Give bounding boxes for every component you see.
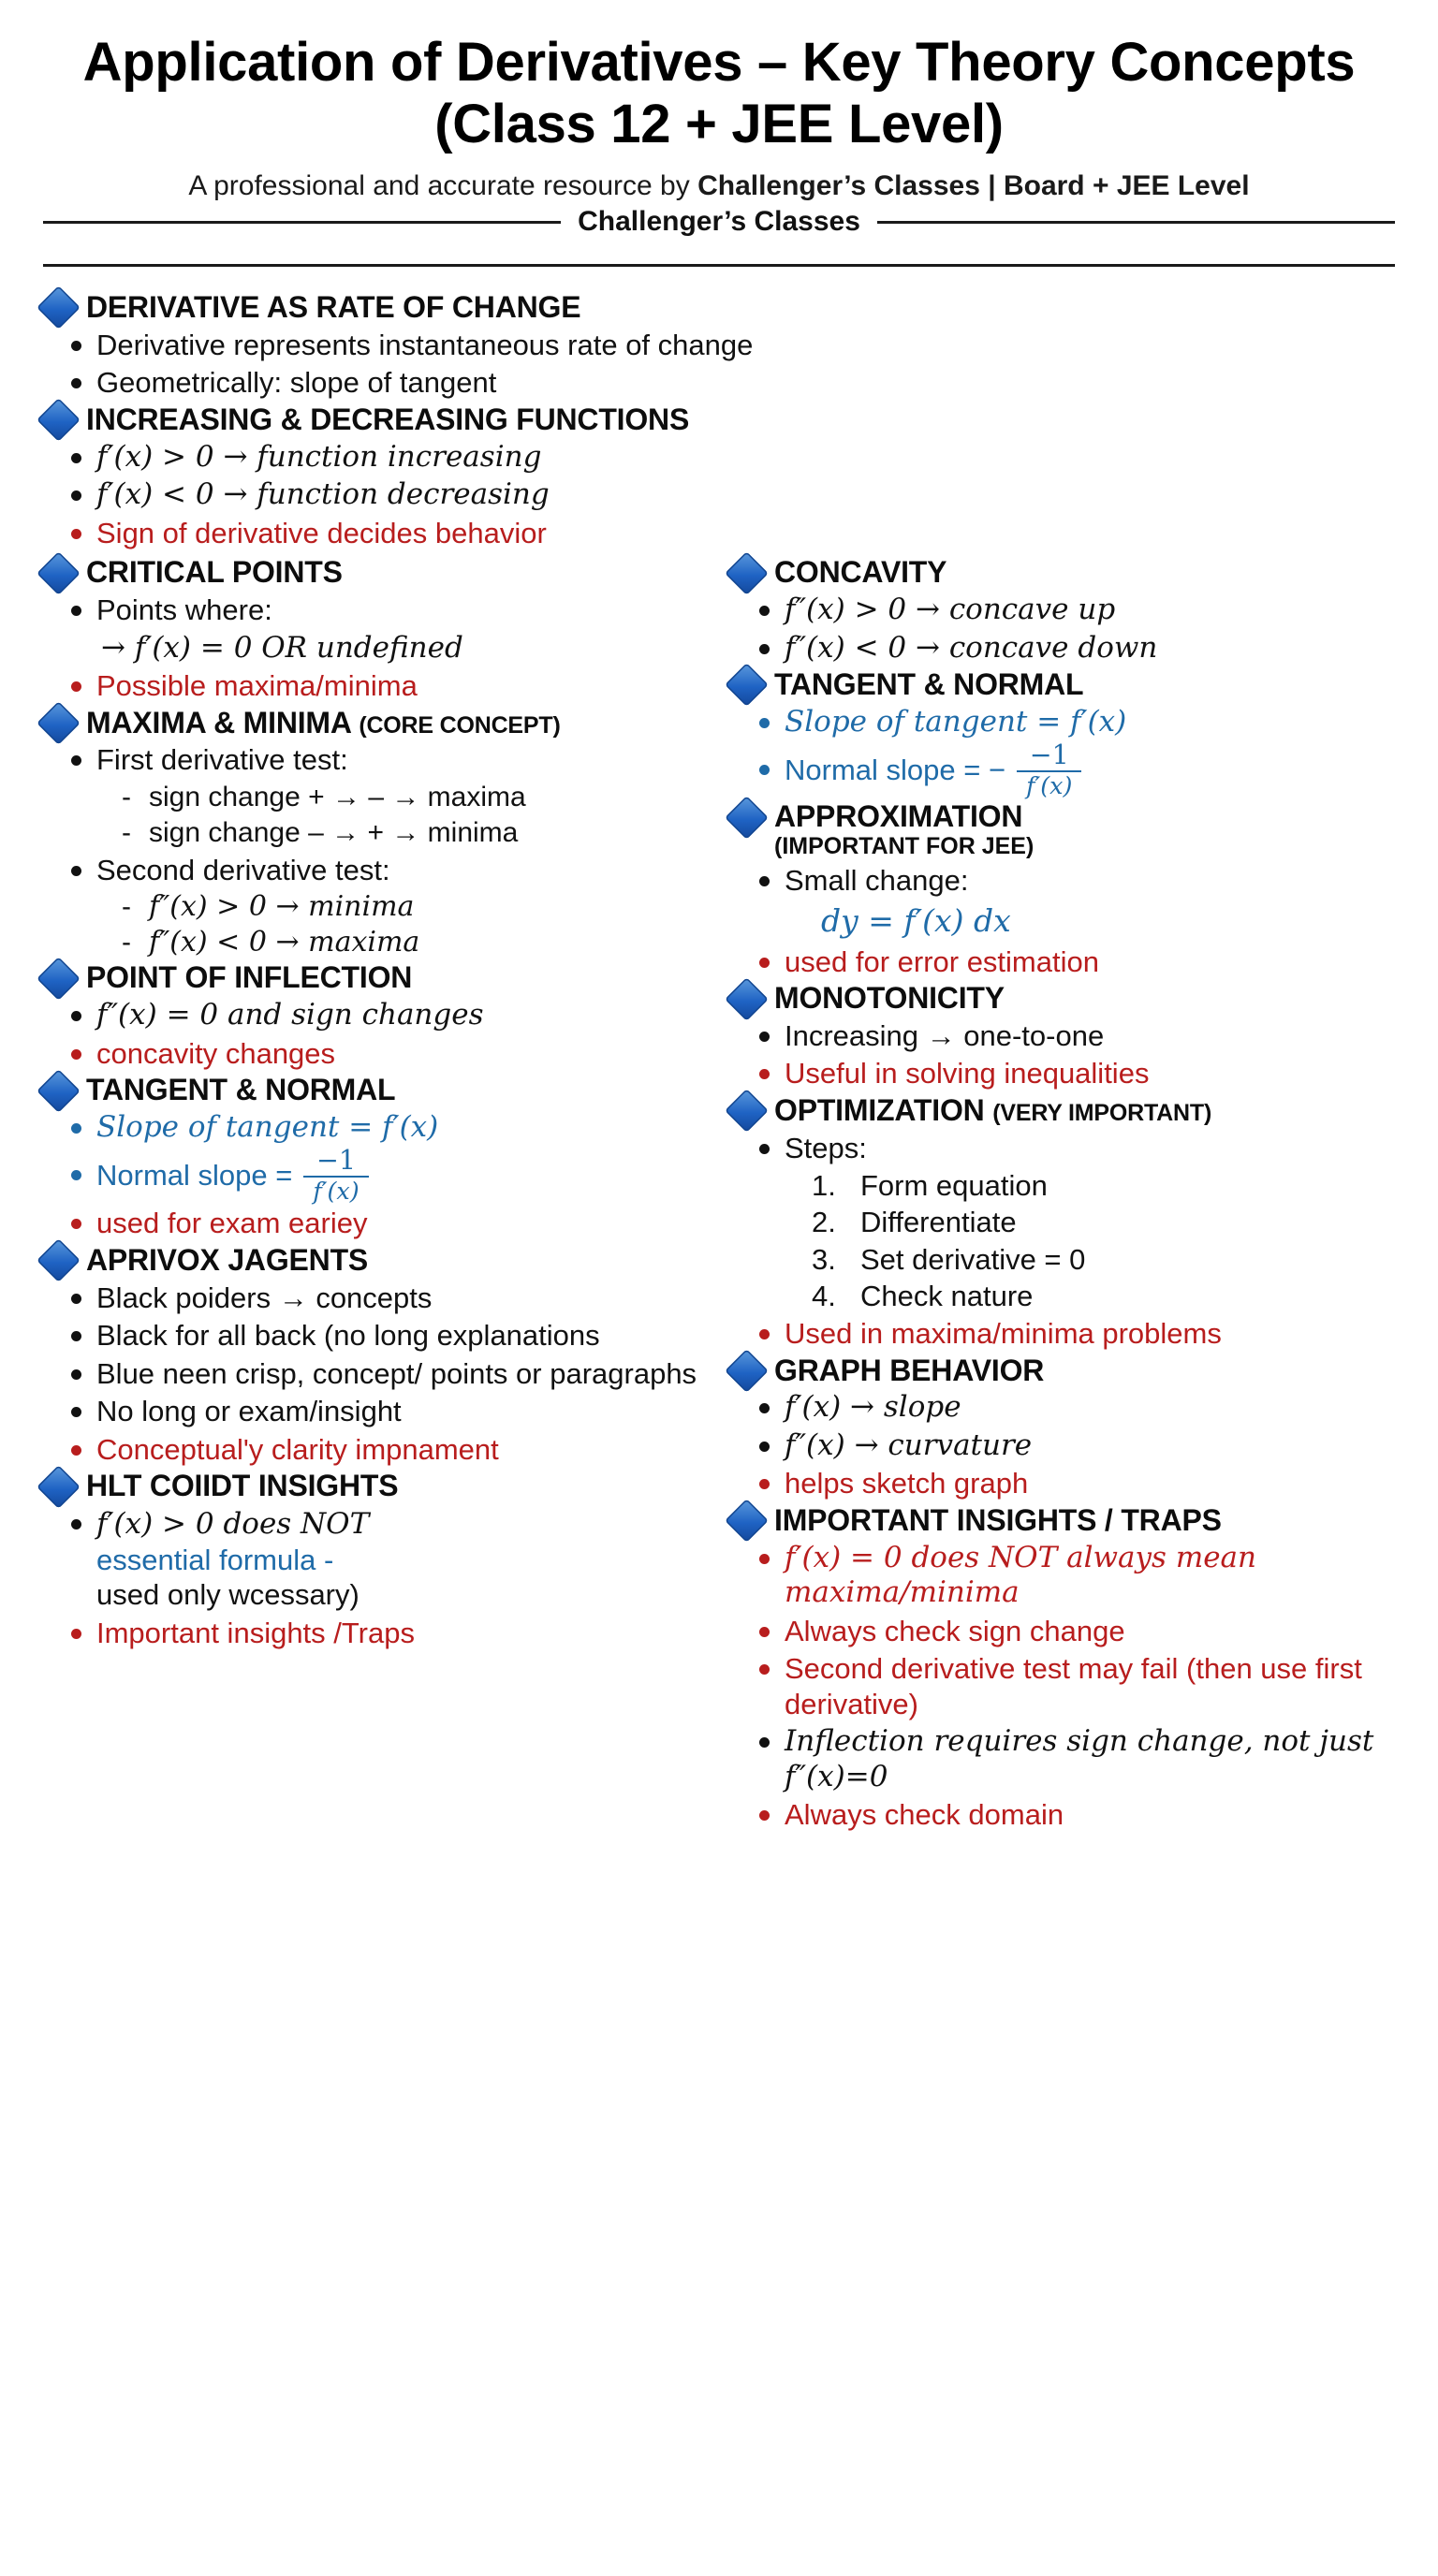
page-title-line2: (Class 12 + JEE Level) <box>434 94 1004 155</box>
dash-icon: - <box>122 781 131 812</box>
list-item-label: Conceptual'y clarity impnament <box>96 1432 499 1466</box>
list-item-label: Useful in solving inequalities <box>785 1057 1150 1090</box>
list-item <box>759 739 1395 799</box>
section-title: APRIVOX JAGENTS <box>86 1242 369 1277</box>
list-item <box>71 1145 731 1205</box>
blue-diamond-icon <box>725 977 769 1021</box>
list-item-label: Second derivative test: <box>96 853 390 886</box>
section-title: CRITICAL POINTS <box>86 555 343 590</box>
section-heading <box>43 1470 731 1503</box>
section-monotonicity <box>731 982 1395 1091</box>
list-item-label: f″(x) → curvature <box>785 1427 1033 1462</box>
section-heading <box>731 1504 1395 1538</box>
document-header <box>43 32 1395 267</box>
list-item <box>71 516 1395 551</box>
bullet-dot-icon <box>759 876 770 886</box>
section-heading <box>731 1354 1395 1388</box>
blue-diamond-icon <box>37 1238 81 1282</box>
section-title-main: MAXIMA & MINIMA <box>86 705 351 739</box>
list-item <box>71 1110 731 1146</box>
section-title: TANGENT & NORMAL <box>86 1073 396 1107</box>
section-increasing-decreasing <box>43 403 1395 550</box>
bullet-dot-icon <box>759 644 770 654</box>
list-item-label: Sign of derivative decides behavior <box>96 516 547 549</box>
list-number: 4. <box>812 1279 836 1312</box>
section-title: MONOTONICITY <box>774 981 1005 1016</box>
list-item <box>759 705 1395 740</box>
bullet-dot-icon <box>71 490 81 501</box>
sub-list-item <box>122 890 731 924</box>
divider-left <box>43 221 561 224</box>
section-optimization <box>731 1094 1395 1352</box>
section-title: INCREASING & DECREASING FUNCTIONS <box>86 402 690 436</box>
list-item <box>759 1428 1395 1464</box>
section-tangent-normal-left <box>43 1074 731 1241</box>
bullet-dot-icon <box>759 606 770 616</box>
bullet-dot-icon <box>759 1329 770 1339</box>
numbered-list-item <box>812 1279 1395 1313</box>
bullet-dot-icon <box>759 1069 770 1079</box>
list-item <box>71 440 1395 476</box>
list-item-label: Derivative represents instantaneous rate of change <box>96 328 754 361</box>
bullet-dot-icon <box>71 341 81 351</box>
section-tangent-normal-right <box>731 668 1395 798</box>
list-item-label: Always check sign change <box>785 1614 1125 1647</box>
list-item <box>71 477 1395 513</box>
page-subtitle <box>43 168 1395 204</box>
section-heading <box>731 556 1395 590</box>
list-item-label: Steps: <box>785 1131 867 1164</box>
header-bottom-divider <box>43 264 1395 267</box>
blue-diamond-icon <box>37 701 81 745</box>
bullet-dot-icon <box>71 1011 81 1021</box>
subtitle-prefix: A professional and accurate resource by <box>188 170 698 202</box>
blue-diamond-icon <box>725 664 769 708</box>
bullet-dot-icon <box>759 958 770 968</box>
section-heading <box>731 982 1395 1016</box>
section-heading <box>43 291 1395 325</box>
section-heading <box>731 668 1395 702</box>
numbered-list-item <box>812 1242 1395 1277</box>
section-heading <box>43 403 1395 437</box>
blue-diamond-icon <box>725 1349 769 1393</box>
document-content <box>43 291 1395 1836</box>
list-item-label: Black poiders → concepts <box>96 1281 433 1314</box>
blue-diamond-icon <box>37 957 81 1001</box>
sub-list-item-label: f″(x) > 0 → minima <box>149 890 415 924</box>
bullet-dot-icon <box>71 1331 81 1341</box>
sub-list-item-label: f″(x) < 0 → maxima <box>149 926 420 959</box>
blue-diamond-icon <box>725 1089 769 1133</box>
numbered-list-item-label: Set derivative = 0 <box>860 1242 1086 1276</box>
list-item-label: Inflection requires sign change, not just f″(x)=0 <box>785 1724 1374 1793</box>
approximation-formula: dy = f′(x) dx <box>821 901 1011 939</box>
list-item <box>71 742 731 778</box>
hlt-line2: essential formula - <box>96 1543 334 1576</box>
section-graph-behavior <box>731 1354 1395 1501</box>
list-item-label: Always check domain <box>785 1798 1064 1832</box>
critical-points-formula: → f′(x) = 0 OR undefined <box>101 630 463 665</box>
list-item <box>759 1724 1395 1794</box>
section-title: CONCAVITY <box>774 555 947 590</box>
section-hlt-insights <box>43 1470 731 1650</box>
bullet-dot-icon <box>759 718 770 728</box>
section-heading <box>731 1094 1395 1128</box>
brand-label: Challenger’s Classes <box>578 206 860 238</box>
section-title: APPROXIMATION <box>774 799 1023 834</box>
section-aprivox-jagents <box>43 1244 731 1467</box>
section-important-insights-traps <box>731 1504 1395 1833</box>
fraction-denominator: f′(x) <box>313 1177 360 1205</box>
list-item <box>759 1651 1395 1721</box>
list-item-label: f′(x) > 0 → function increasing <box>96 439 542 474</box>
normal-slope-formula <box>785 739 1395 799</box>
list-item-label: f′(x) < 0 → function decreasing <box>96 477 550 512</box>
list-item-label: f″(x) > 0 → concave up <box>785 593 1116 626</box>
list-item <box>71 998 731 1033</box>
list-item-label <box>96 1506 731 1613</box>
list-item-label: Important insights /Traps <box>96 1616 415 1649</box>
blue-diamond-icon <box>37 1069 81 1113</box>
blue-diamond-icon <box>725 551 769 595</box>
sub-list-item-label: sign change + → – → maxima <box>149 781 526 812</box>
bullet-dot-icon <box>71 1445 81 1456</box>
list-item-label: Small change: <box>785 864 969 898</box>
list-item <box>71 1281 731 1316</box>
list-item-label: Geometrically: slope of tangent <box>96 366 497 400</box>
bullet-dot-icon <box>71 529 81 539</box>
bullet-dot-icon <box>71 1369 81 1380</box>
blue-diamond-icon <box>725 796 769 840</box>
section-point-of-inflection <box>43 961 731 1071</box>
numbered-list-item <box>812 1168 1395 1203</box>
page-title-line1: Application of Derivatives – Key Theory Concepts <box>82 32 1356 93</box>
section-derivative-rate-of-change <box>43 291 1395 401</box>
list-item <box>759 631 1395 666</box>
fraction-denominator: f′(x) <box>1026 770 1073 799</box>
fraction-numerator: −1 <box>315 1145 357 1177</box>
fraction <box>1017 739 1081 799</box>
bullet-dot-icon <box>759 765 770 775</box>
section-critical-points <box>43 556 731 703</box>
section-approximation <box>731 800 1395 979</box>
list-item-label: helps sketch graph <box>785 1467 1029 1500</box>
list-item <box>759 1056 1395 1091</box>
list-number: 2. <box>812 1206 836 1239</box>
list-item-label: Second derivative test may fail (then use first derivative) <box>785 1652 1362 1720</box>
list-item-label: Points where: <box>96 593 272 626</box>
list-item-label: Possible maxima/minima <box>96 669 418 702</box>
list-item <box>71 853 731 888</box>
list-item-label: Slope of tangent = f′(x) <box>785 704 1127 739</box>
fraction <box>303 1145 368 1205</box>
list-item <box>71 328 1395 363</box>
list-item-label: f′(x) → slope <box>785 1390 961 1425</box>
divider-right <box>877 221 1395 224</box>
list-item-label: Black for all back (no long explanations <box>96 1319 600 1353</box>
normal-slope-label: Normal slope = − <box>785 754 1006 787</box>
sub-list-item <box>122 781 731 814</box>
normal-slope-formula <box>96 1145 731 1205</box>
section-title: GRAPH BEHAVIOR <box>774 1353 1045 1387</box>
bullet-dot-icon <box>759 1144 770 1154</box>
bullet-dot-icon <box>71 1123 81 1134</box>
bullet-dot-icon <box>71 866 81 876</box>
blue-diamond-icon <box>37 398 81 442</box>
section-title: IMPORTANT INSIGHTS / TRAPS <box>774 1502 1222 1537</box>
list-item-label: f″(x) = 0 and sign changes <box>96 998 484 1032</box>
bullet-dot-icon <box>71 1629 81 1639</box>
brand-divider-row <box>43 206 1395 238</box>
bullet-dot-icon <box>71 1170 81 1180</box>
sub-list-item-label: sign change – → + → minima <box>149 816 519 848</box>
bullet-dot-icon <box>759 1554 770 1564</box>
list-item <box>759 593 1395 628</box>
bullet-dot-icon <box>71 1519 81 1530</box>
list-item <box>71 365 1395 401</box>
list-item <box>71 1394 731 1429</box>
bullet-dot-icon <box>759 1442 770 1452</box>
list-number: 3. <box>812 1242 836 1276</box>
list-item <box>71 1506 731 1613</box>
list-item <box>759 863 1395 899</box>
list-item <box>759 1797 1395 1833</box>
list-item-label: f′(x) = 0 does NOT always mean maxima/minima <box>785 1540 1257 1610</box>
list-item <box>71 593 731 628</box>
list-item <box>759 1390 1395 1426</box>
bullet-dot-icon <box>71 1049 81 1060</box>
bullet-dot-icon <box>759 1810 770 1821</box>
section-maxima-minima <box>43 707 731 960</box>
section-subtitle: (IMPORTANT FOR JEE) <box>774 833 1034 860</box>
list-item-label: No long or exam/insight <box>96 1395 402 1428</box>
right-column <box>731 554 1395 1835</box>
list-item-label: Slope of tangent = f′(x) <box>96 1109 439 1144</box>
dash-icon: - <box>122 891 131 923</box>
section-heading <box>43 556 731 590</box>
bullet-dot-icon <box>71 453 81 463</box>
numbered-list-item-label: Differentiate <box>860 1206 1017 1239</box>
subtitle-bold: Challenger’s Classes | Board + JEE Level <box>697 170 1250 202</box>
list-item-label: f″(x) < 0 → concave down <box>785 630 1158 665</box>
bullet-dot-icon <box>71 1219 81 1229</box>
list-item <box>71 1318 731 1354</box>
list-item <box>71 1036 731 1072</box>
section-heading <box>43 707 731 740</box>
dash-icon: - <box>122 927 131 959</box>
bullet-dot-icon <box>71 1294 81 1304</box>
blue-diamond-icon <box>37 1465 81 1509</box>
section-title: HLT COIIDT INSIGHTS <box>86 1469 399 1503</box>
section-concavity <box>731 556 1395 666</box>
list-item <box>759 1131 1395 1166</box>
section-title: DERIVATIVE AS RATE OF CHANGE <box>86 290 581 325</box>
list-item <box>759 1541 1395 1611</box>
numbered-list-item <box>812 1205 1395 1239</box>
list-item-label: used for error estimation <box>785 944 1099 978</box>
sub-list-item <box>122 926 731 959</box>
section-heading <box>43 1244 731 1278</box>
section-title <box>86 707 561 740</box>
bullet-dot-icon <box>71 681 81 692</box>
list-item <box>71 1432 731 1468</box>
normal-slope-label: Normal slope = <box>96 1159 293 1193</box>
section-title: TANGENT & NORMAL <box>774 667 1084 701</box>
section-heading <box>43 961 731 995</box>
list-item <box>71 1206 731 1241</box>
bullet-dot-icon <box>71 378 81 388</box>
bullet-dot-icon <box>759 1032 770 1042</box>
bullet-dot-icon <box>71 606 81 616</box>
bullet-dot-icon <box>759 1479 770 1489</box>
bullet-dot-icon <box>759 1737 770 1748</box>
left-column <box>43 554 731 1653</box>
section-title-main: OPTIMIZATION <box>774 1092 985 1127</box>
sub-list-item <box>122 816 731 850</box>
section-title: POINT OF INFLECTION <box>86 960 413 995</box>
list-item <box>759 1466 1395 1501</box>
blue-diamond-icon <box>725 1499 769 1543</box>
list-item <box>759 1614 1395 1649</box>
fraction-numerator: −1 <box>1029 739 1069 771</box>
bullet-dot-icon <box>759 1403 770 1413</box>
section-title-sub: (CORE CONCEPT) <box>359 711 561 739</box>
list-item <box>759 1316 1395 1352</box>
hlt-line3: used only wcessary) <box>96 1578 360 1612</box>
list-item-label: Increasing → one-to-one <box>785 1018 1105 1052</box>
list-item-label: Used in maxima/minima problems <box>785 1317 1222 1350</box>
bullet-dot-icon <box>71 1407 81 1417</box>
list-item-label: concavity changes <box>96 1036 336 1070</box>
bullet-dot-icon <box>759 1664 770 1675</box>
bullet-dot-icon <box>759 1627 770 1637</box>
list-item-label: Blue neen crisp, concept/ points or paragraphs <box>96 1356 697 1390</box>
hlt-line1: f′(x) > 0 does NOT <box>96 1507 370 1542</box>
blue-diamond-icon <box>37 551 81 595</box>
section-title <box>774 1094 1211 1128</box>
list-item <box>71 668 731 704</box>
numbered-list-item-label: Check nature <box>860 1279 1034 1312</box>
list-number: 1. <box>812 1169 836 1203</box>
list-item-label: First derivative test: <box>96 743 348 777</box>
two-column-body <box>43 554 1395 1835</box>
list-item <box>759 944 1395 980</box>
section-heading <box>43 1074 731 1107</box>
bullet-dot-icon <box>71 755 81 766</box>
list-item-label: used for exam eariey <box>96 1207 368 1240</box>
list-item <box>759 1018 1395 1054</box>
section-title-sub: (VERY IMPORTANT) <box>992 1099 1212 1126</box>
list-item <box>71 1356 731 1392</box>
dash-icon: - <box>122 816 131 848</box>
numbered-list-item-label: Form equation <box>860 1169 1048 1203</box>
blue-diamond-icon <box>37 286 81 330</box>
section-heading <box>731 800 1395 834</box>
list-item <box>71 1616 731 1651</box>
